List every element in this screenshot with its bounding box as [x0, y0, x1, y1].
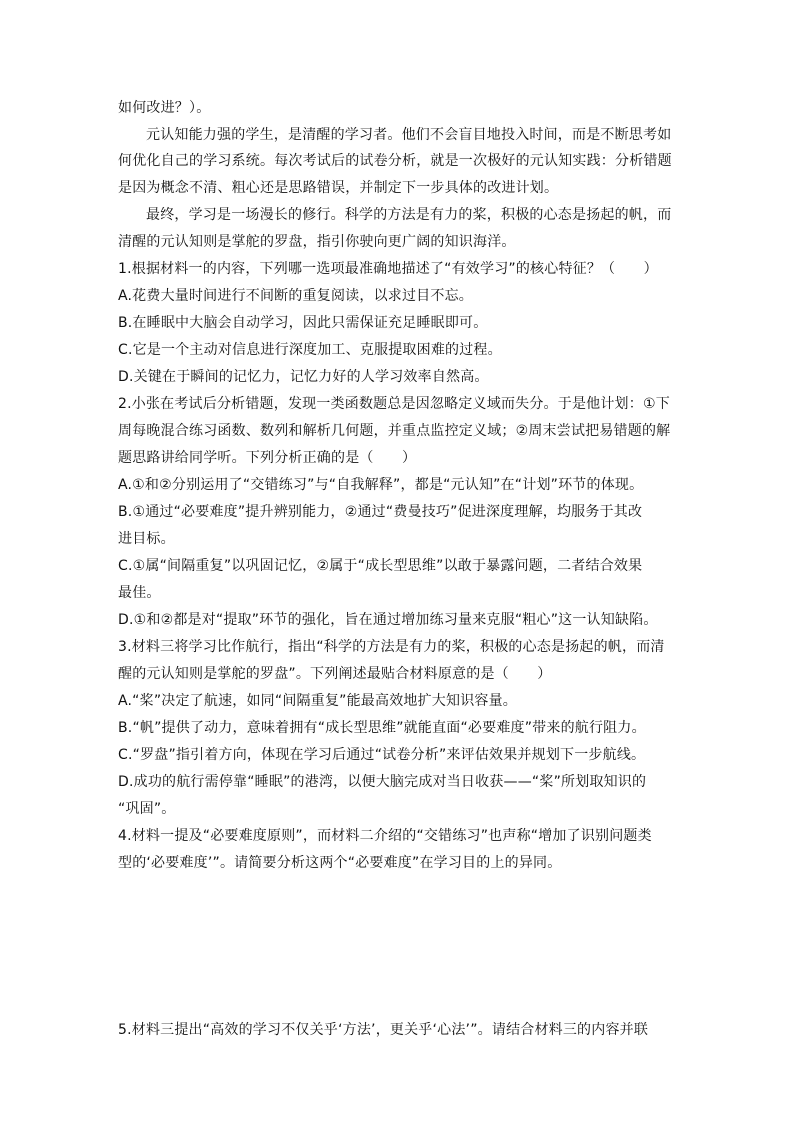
paragraph-metacognition-line-3: 是因为概念不清、粗心还是思路错误，并制定下一步具体的改进计划。 — [118, 180, 559, 196]
question-1-option-c: C.它是一个主动对信息进行深度加工、克服提取困难的过程。 — [118, 342, 502, 358]
question-1-option-a: A.花费大量时间进行不间断的重复阅读，以求过目不忘。 — [118, 288, 473, 304]
question-1-option-d: D.关键在于瞬间的记忆力，记忆力好的人学习效率自然高。 — [118, 369, 489, 385]
question-2-option-b-line-1: B.①通过“必要难度”提升辨别能力，②通过“费曼技巧”促进深度理解，均服务于其改 — [118, 504, 643, 520]
question-4-stem-line-2: 型的‘必要难度’”。请简要分析这两个“必要难度”在学习目的上的异同。 — [118, 855, 562, 871]
question-3-option-b: B.“帆”提供了动力，意味着拥有“成长型思维”就能直面“必要难度”带来的航行阻力。 — [118, 720, 646, 736]
question-3-option-c: C.“罗盘”指引着方向，体现在学习后通过“试卷分析”来评估效果并规划下一步航线。 — [118, 747, 646, 763]
question-2-stem-line-2: 周每晚混合练习函数、数列和解析几何题，并重点监控定义域；②周末尝试把易错题的解 — [118, 423, 671, 439]
question-3-stem-line-1: 3.材料三将学习比作航行，指出“科学的方法是有力的桨，积极的心态是扬起的帆，而清 — [118, 639, 665, 655]
paragraph-conclusion-line-1: 最终，学习是一场漫长的修行。科学的方法是有力的桨，积极的心态是扬起的帆，而 — [146, 207, 672, 223]
question-4-stem-line-1: 4.材料一提及“必要难度原则”，而材料二介绍的“交错练习”也声称“增加了识别问题类 — [118, 828, 652, 844]
question-5-stem-line-1: 5.材料三提出“高效的学习不仅关乎‘方法’，更关乎‘心法’”。请结合材料三的内容并联 — [118, 1022, 649, 1038]
paragraph-metacognition-line-1: 元认知能力强的学生，是清醒的学习者。他们不会盲目地投入时间，而是不断思考如 — [146, 127, 672, 143]
question-3-option-d-line-2: “巩固”。 — [118, 801, 176, 817]
question-3-option-d-line-1: D.成功的航行需停靠“睡眠”的港湾，以便大脑完成对当日收获——“桨”所划取知识的 — [118, 774, 647, 790]
question-2-option-b-line-2: 进目标。 — [118, 531, 175, 547]
question-2-option-c-line-2: 最佳。 — [118, 585, 161, 601]
question-2-option-a: A.①和②分别运用了“交错练习”与“自我解释”，都是“元认知”在“计划”环节的体现。 — [118, 477, 644, 493]
question-1-stem: 1.根据材料一的内容，下列哪一选项最准确地描述了“有效学习”的核心特征？（ ） — [118, 261, 658, 277]
question-2-option-c-line-1: C.①属“间隔重复”以巩固记忆，②属于“成长型思维”以敢于暴露问题，二者结合效果 — [118, 558, 643, 574]
question-1-option-b: B.在睡眠中大脑会自动学习，因此只需保证充足睡眠即可。 — [118, 315, 488, 331]
question-3-option-a: A.“桨”决定了航速，如同“间隔重复”能最高效地扩大知识容量。 — [118, 693, 517, 709]
text-line: 如何改进？）。 — [118, 100, 211, 116]
question-3-stem-line-2: 醒的元认知则是掌舵的罗盘”。下列阐述最贴合材料原意的是（ ） — [118, 666, 552, 682]
question-2-option-d: D.①和②都是对“提取”环节的强化，旨在通过增加练习量来克服“粗心”这一认知缺陷。 — [118, 612, 658, 628]
question-2-stem-line-1: 2.小张在考试后分析错题，发现一类函数题总是因忽略定义域而失分。于是他计划：①下 — [118, 396, 670, 412]
question-2-stem-line-3: 题思路讲给同学听。下列分析正确的是（ ） — [118, 450, 417, 466]
paragraph-metacognition-line-2: 何优化自己的学习系统。每次考试后的试卷分析，就是一次极好的元认知实践：分析错题 — [118, 153, 672, 169]
paragraph-conclusion-line-2: 清醒的元认知则是掌舵的罗盘，指引你驶向更广阔的知识海洋。 — [118, 234, 516, 250]
